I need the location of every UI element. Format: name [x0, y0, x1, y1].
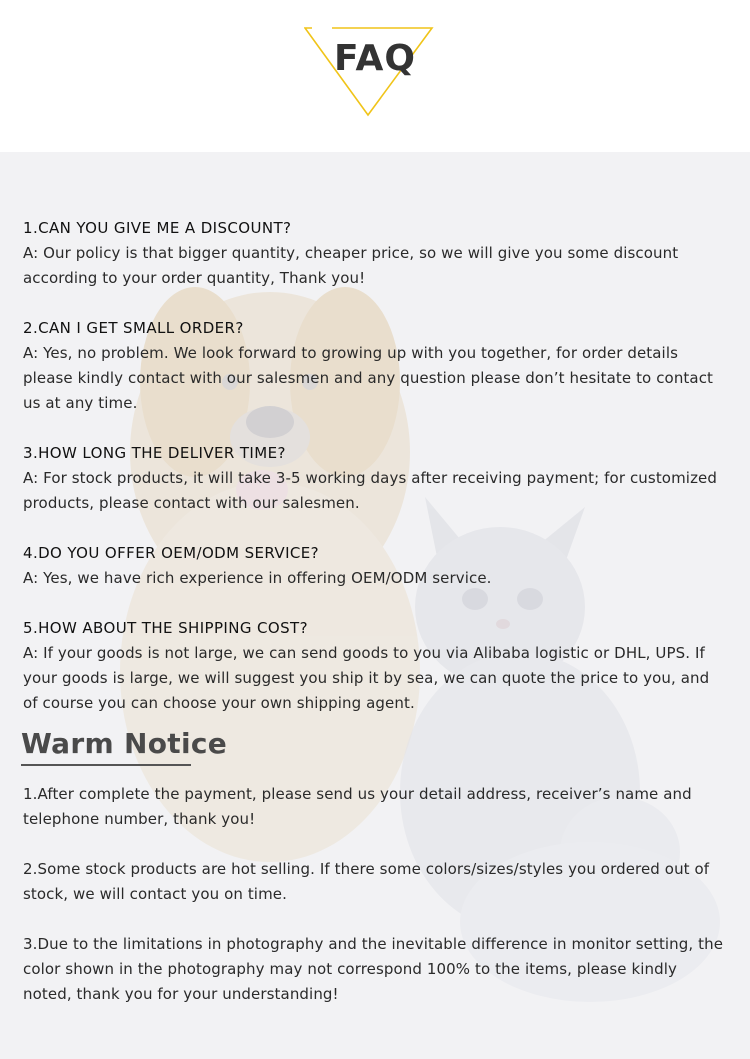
faq-question: 3.HOW LONG THE DELIVER TIME? — [23, 444, 286, 462]
faq-question: 5.HOW ABOUT THE SHIPPING COST? — [23, 619, 308, 637]
faq-answer: A: Our policy is that bigger quantity, cheaper price, so we will give you some discount according to your order quantity, Thank you! — [23, 244, 679, 287]
faq-question: 2.CAN I GET SMALL ORDER? — [23, 319, 244, 337]
faq-answer: A: Yes, no problem. We look forward to growing up with you together, for order details please kindly contact with our salesmen and any question please don’t hesitate to contact us at any time. — [23, 344, 714, 412]
faq-panel — [0, 152, 750, 1059]
warm-notice-item: 1.After complete the payment, please send us your detail address, receiver’s name and telephone number, thank you! — [23, 785, 692, 828]
warm-notice-title: Warm Notice — [21, 727, 228, 760]
faq-item — [23, 441, 728, 516]
warm-notice-item: 3.Due to the limitations in photography and the inevitable difference in monitor setting, the color shown in the photography may not correspond 100% to the items, please kindly noted, thank you for your understanding! — [23, 935, 724, 1003]
warm-notice-item: 2.Some stock products are hot selling. If there some colors/sizes/styles you ordered out of stock, we will contact you on time. — [23, 860, 710, 903]
warm-notice-divider — [21, 764, 191, 766]
faq-content — [23, 216, 728, 1032]
faq-title: FAQ — [334, 38, 416, 79]
page-header — [0, 0, 750, 152]
faq-question: 1.CAN YOU GIVE ME A DISCOUNT? — [23, 219, 292, 237]
faq-item — [23, 216, 728, 291]
faq-answer: A: If your goods is not large, we can send goods to you via Alibaba logistic or DHL, UPS. If your goods is large, we will suggest you ship it by sea, we can quote the price to you, and of course you can choose your own shipping agent. — [23, 644, 710, 712]
faq-item — [23, 616, 728, 716]
faq-item — [23, 316, 728, 416]
faq-item — [23, 541, 728, 591]
faq-question: 4.DO YOU OFFER OEM/ODM SERVICE? — [23, 544, 320, 562]
faq-answer: A: For stock products, it will take 3-5 working days after receiving payment; for customized products, please contact with our salesmen. — [23, 469, 717, 512]
faq-answer: A: Yes, we have rich experience in offering OEM/ODM service. — [23, 569, 492, 587]
